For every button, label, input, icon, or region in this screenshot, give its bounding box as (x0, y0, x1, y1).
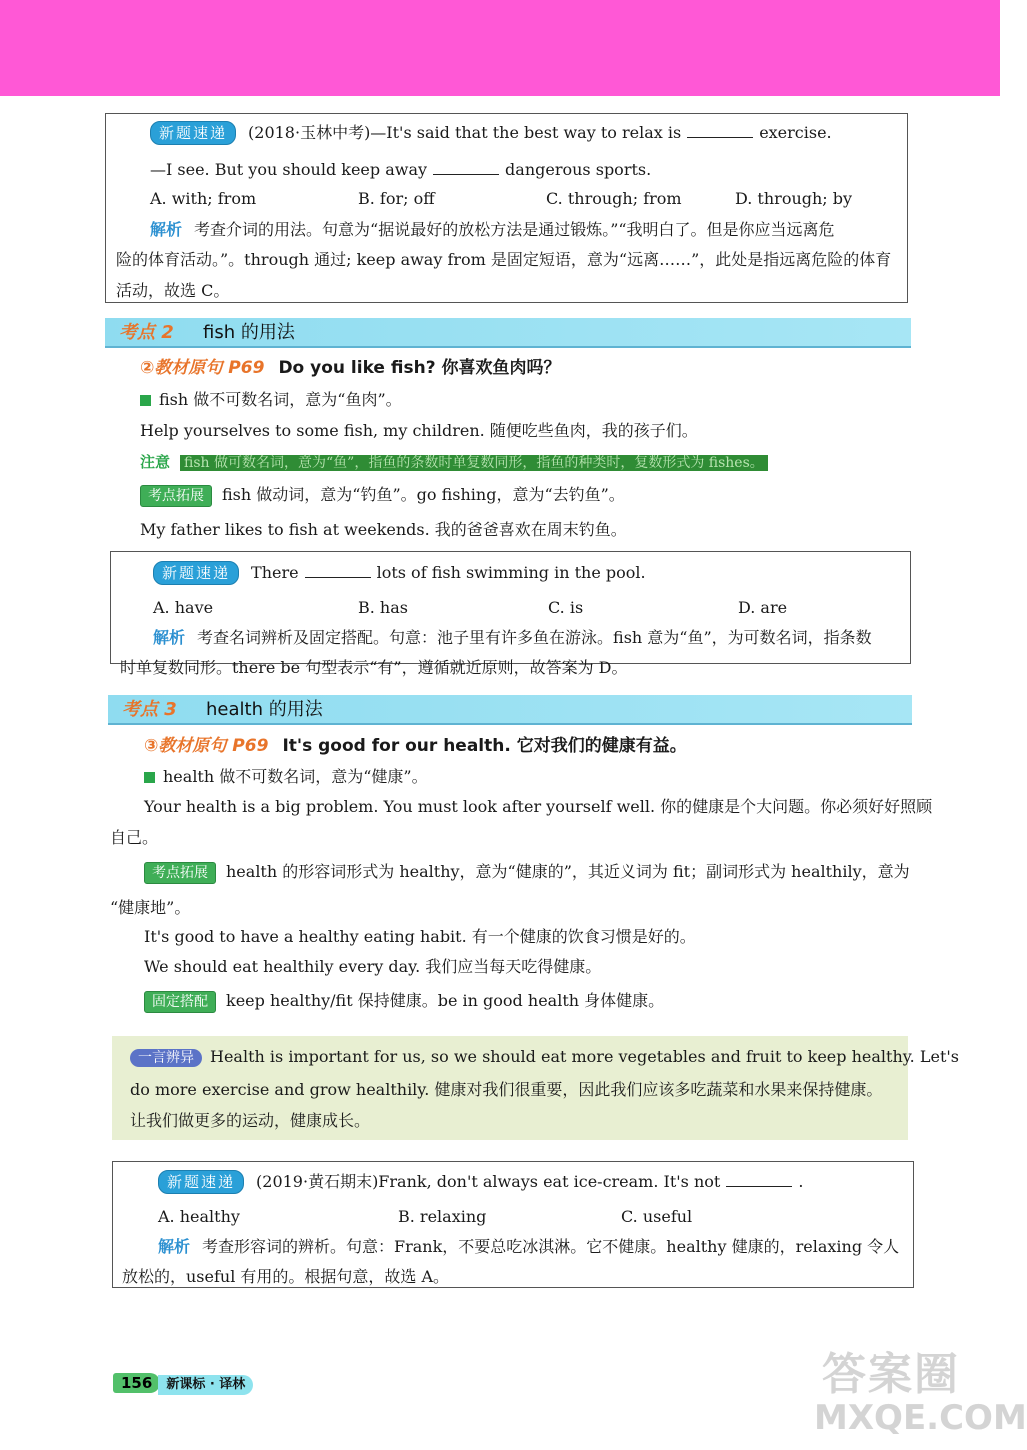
q1-option-c: C. through; from (546, 189, 682, 208)
textbook-sentence-3: ③教材原句 P69 It's good for our health. 它对我们的健康有益。 (144, 736, 687, 756)
sec3-example-1b: 自己。 (110, 828, 159, 847)
q1-line2: —I see. But you should keep away dangerous sports. (150, 160, 652, 179)
q3-explanation-1: 解析 考查形容词的辨析。句意：Frank，不要总吃冰淇淋。它不健康。healthy 健康的，relaxing 令人 (158, 1237, 900, 1256)
q2-option-a: A. have (153, 598, 214, 617)
comparison-tag: 一言辨异 (130, 1049, 202, 1067)
comparison-line-2: do more exercise and grow healthily. 健康对我们很重要，因此我们应该多吃蔬菜和水果来保持健康。 (130, 1080, 883, 1099)
answer-blank (433, 158, 499, 175)
section-title: fish 的用法 (203, 322, 295, 343)
sec3-extension-b: “健康地”。 (110, 898, 191, 917)
q2-explanation-1: 解析 考查名词辨析及固定搭配。句意：池子里有许多鱼在游泳。fish 意为“鱼”，为可数名词，指条数 (153, 628, 872, 647)
q1-explanation-3: 活动，故选 C。 (116, 281, 230, 300)
q2-explanation-2: 时单复数同形。there be 句型表示“有”，遵循就近原则，故答案为 D。 (120, 658, 628, 677)
extension-tag: 考点拓展 (144, 862, 216, 884)
page-number: 156 (113, 1373, 160, 1393)
sec3-example-3: We should eat healthily every day. 我们应当每天吃得健康。 (144, 957, 602, 976)
explanation-label: 解析 (150, 220, 183, 239)
comparison-line-3: 让我们做更多的运动，健康成长。 (130, 1111, 371, 1130)
fixed-phrase-tag: 固定搭配 (144, 991, 216, 1013)
sec2-note (140, 451, 768, 474)
sec2-extension: 考点拓展 fish 做动词，意为“钓鱼”。go fishing，意为“去钓鱼”。 (140, 484, 625, 507)
q2-option-c: C. is (548, 598, 584, 617)
section-title: health 的用法 (206, 699, 323, 720)
q1-option-d: D. through; by (735, 189, 853, 208)
note-label: 注意 (140, 453, 171, 471)
sec3-extension: 考点拓展 health 的形容词形式为 healthy，意为“健康的”，其近义词为 fit；副词形式为 healthily，意为 (144, 861, 910, 884)
sec3-example-1a: Your health is a big problem. You must look after yourself well. 你的健康是个大问题。你必须好好照顾 (144, 797, 933, 816)
q3-option-c: C. useful (621, 1207, 693, 1226)
section-number: 考点 2 (119, 322, 174, 343)
note-highlight: fish 做可数名词，意为“鱼”，指鱼的条数时单复数同形，指鱼的种类时，复数形式为 fishes。 (180, 455, 768, 471)
section-header-3 (108, 695, 912, 725)
sec3-bullet-1: health 做不可数名词，意为“健康”。 (144, 766, 428, 788)
top-color-bar (0, 0, 1000, 96)
bullet-icon (140, 395, 151, 406)
page-footer (113, 1373, 253, 1393)
q1-option-a: A. with; from (150, 189, 257, 208)
new-question-tag: 新题速递 (150, 121, 236, 145)
series-label: 新课标 · 译林 (158, 1375, 253, 1395)
q2-option-d: D. are (738, 598, 788, 617)
q3-option-a: A. healthy (158, 1207, 240, 1226)
q3-option-b: B. relaxing (398, 1207, 487, 1226)
section-header-2 (105, 318, 911, 348)
explanation-label: 解析 (158, 1237, 191, 1256)
extension-tag: 考点拓展 (140, 485, 212, 507)
new-question-tag: 新题速递 (158, 1170, 244, 1194)
sec3-fixed-phrase: 固定搭配 keep healthy/fit 保持健康。be in good health 身体健康。 (144, 990, 664, 1013)
sec2-bullet-1: fish 做不可数名词，意为“鱼肉”。 (140, 389, 402, 411)
answer-blank (687, 121, 753, 138)
watermark-url: MXQE.COM (814, 1398, 1027, 1438)
q3-explanation-2: 放松的，useful 有用的。根据句意，故选 A。 (122, 1267, 450, 1286)
answer-blank (305, 561, 371, 578)
q1-explanation-1: 解析 考查介词的用法。句意为“据说最好的放松方法是通过锻炼。”“我明白了。但是你应当远离危 (150, 220, 835, 239)
q3-stem: 新题速递 (2019·黄石期末)Frank, don't always eat ice-cream. It's not . (158, 1170, 803, 1194)
bullet-icon (144, 772, 155, 783)
explanation-label: 解析 (153, 628, 186, 647)
textbook-sentence-2: ②教材原句 P69 Do you like fish? 你喜欢鱼肉吗？ (140, 358, 561, 378)
q2-stem: 新题速递 There lots of fish swimming in the pool. (153, 561, 646, 585)
comparison-line-1: 一言辨异 Health is important for us, so we should eat more vegetables and fruit to keep healthy. Let's (130, 1046, 959, 1068)
watermark-text: 答案圈 (822, 1349, 960, 1400)
q1-stem: 新题速递 (2018·玉林中考)—It's said that the best way to relax is exercise. (150, 121, 832, 145)
q2-option-b: B. has (358, 598, 408, 617)
q1-explanation-2: 险的体育活动。”。through 通过; keep away from 是固定短语，意为“远离……”，此处是指远离危险的体育 (116, 250, 892, 269)
q1-option-b: B. for; off (358, 189, 435, 208)
new-question-tag: 新题速递 (153, 561, 239, 585)
watermark-logo (812, 1338, 1027, 1446)
answer-blank (726, 1170, 792, 1187)
section-number: 考点 3 (122, 699, 177, 720)
sec2-example-2: My father likes to fish at weekends. 我的爸爸喜欢在周末钓鱼。 (140, 520, 627, 539)
sec2-example-1: Help yourselves to some fish, my children. 随便吃些鱼肉，我的孩子们。 (140, 421, 698, 440)
sec3-example-2: It's good to have a healthy eating habit. 有一个健康的饮食习惯是好的。 (144, 927, 696, 946)
